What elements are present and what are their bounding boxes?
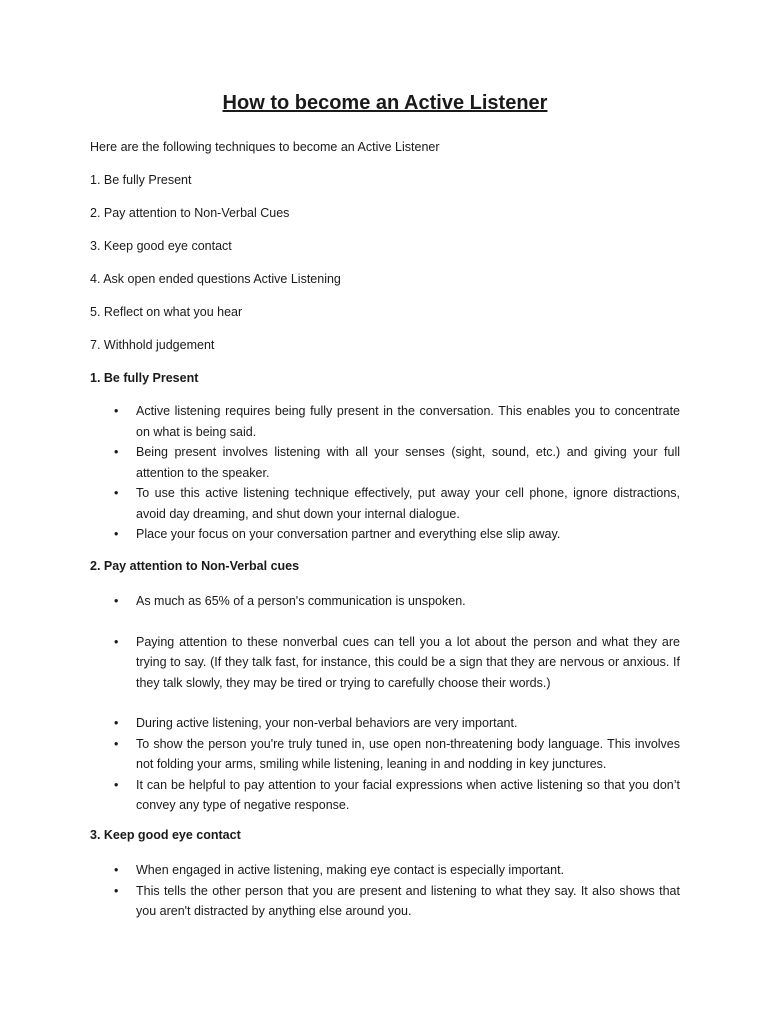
section-heading-be-fully-present: 1. Be fully Present [90, 371, 199, 385]
bullet-item [90, 483, 680, 524]
bullet-text: To use this active listening technique effectively, put away your cell phone, ignore distractions, avoid day dreaming, and shut down your internal dialogue. [136, 486, 680, 521]
bullet-icon: • [114, 594, 119, 608]
bullet-text: During active listening, your non-verbal behaviors are very important. [136, 716, 518, 730]
bullet-icon: • [114, 404, 119, 418]
bullet-text: This tells the other person that you are present and listening to what they say. It also shows that you aren't distracted by anything else around you. [136, 883, 680, 918]
list-item-5: 5. Reflect on what you hear [90, 305, 243, 319]
bullet-text: As much as 65% of a person's communication is unspoken. [136, 594, 466, 608]
bullet-text: To show the person you're truly tuned in, use open non-threatening body language. This involves not folding your arms, smiling while listening, leaning in and nodding in key junctures. [136, 736, 680, 771]
bullet-text: When engaged in active listening, making eye contact is especially important. [136, 863, 565, 877]
bullet-icon: • [114, 883, 119, 898]
bullet-item [90, 591, 680, 612]
bullet-text: Active listening requires being fully present in the conversation. This enables you to concentrate on what is being said. [136, 404, 680, 439]
bullet-item [90, 860, 680, 881]
section-1-bullet-list [90, 401, 680, 545]
bullet-icon: • [114, 777, 119, 792]
list-item-3: 3. Keep good eye contact [90, 239, 232, 253]
bullet-item [90, 632, 680, 694]
bullet-item [90, 713, 680, 734]
bullet-text: Being present involves listening with all your senses (sight, sound, etc.) and giving your full attention to the speaker. [136, 445, 680, 480]
bullet-icon: • [114, 634, 119, 649]
intro-text: Here are the following techniques to become an Active Listener [90, 140, 440, 154]
list-item-1: 1. Be fully Present [90, 173, 192, 187]
section-heading-non-verbal-cues: 2. Pay attention to Non-Verbal cues [90, 559, 300, 573]
bullet-icon: • [114, 863, 119, 877]
bullet-icon: • [114, 486, 119, 500]
bullet-item [90, 401, 680, 442]
document-title: How to become an Active Listener [222, 92, 548, 114]
list-item-7: 7. Withhold judgement [90, 338, 215, 352]
bullet-text: Paying attention to these nonverbal cues can tell you a lot about the person and what they are trying to say. (If they talk fast, for instance, this could be a sign that they are nervous or anxious. If they talk slowly, they may be tired or trying to carefully choose their words.) [136, 634, 680, 690]
bullet-icon: • [114, 716, 119, 730]
list-item-4: 4. Ask open ended questions Active Listening [90, 272, 341, 286]
bullet-item [90, 442, 680, 483]
bullet-icon: • [114, 527, 119, 541]
bullet-item [90, 775, 680, 816]
section-2-bullet-list [90, 591, 680, 816]
bullet-item [90, 524, 680, 545]
section-heading-eye-contact: 3. Keep good eye contact [90, 828, 241, 842]
section-3-bullet-list [90, 860, 680, 922]
bullet-icon: • [114, 445, 119, 459]
list-item-2: 2. Pay attention to Non-Verbal Cues [90, 206, 290, 220]
bullet-text: It can be helpful to pay attention to your facial expressions when active listening so that you don’t convey any type of negative response. [136, 777, 680, 812]
bullet-icon: • [114, 736, 119, 751]
bullet-item [90, 881, 680, 922]
bullet-text: Place your focus on your conversation partner and everything else slip away. [136, 527, 561, 541]
bullet-item [90, 734, 680, 775]
